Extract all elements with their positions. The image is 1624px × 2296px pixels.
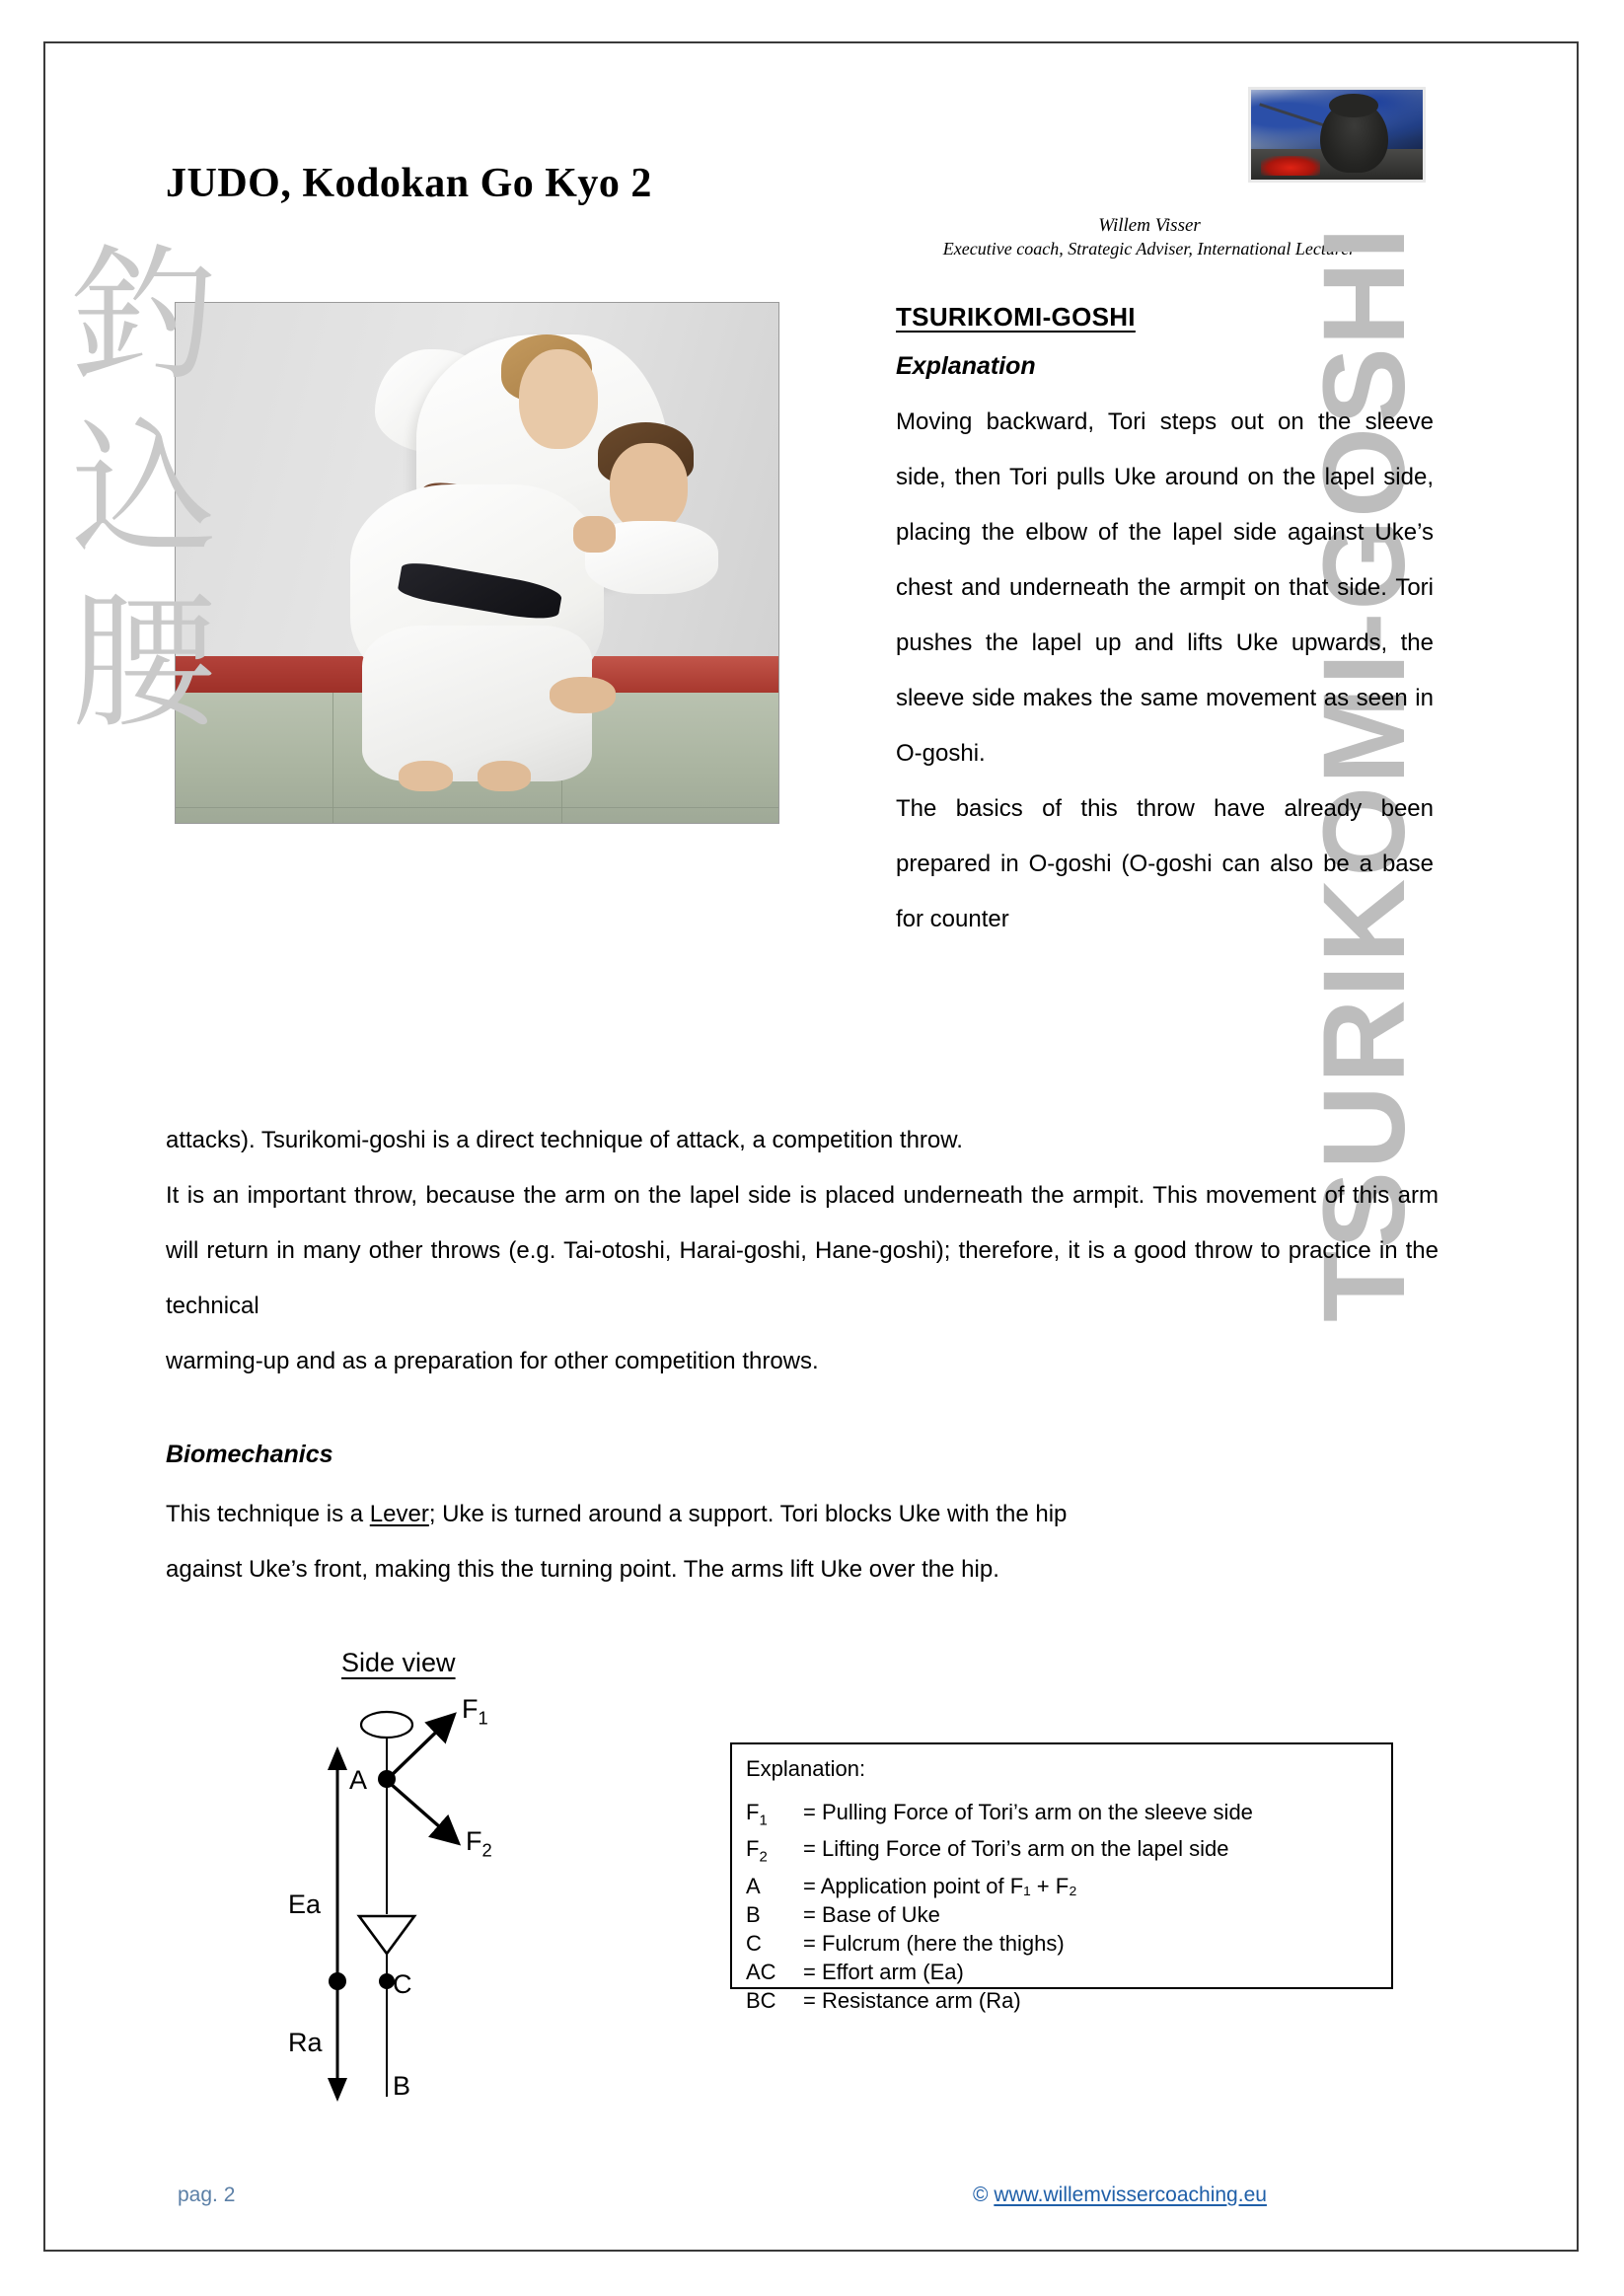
photo-uke-head xyxy=(519,349,597,448)
legend-row xyxy=(746,1834,1377,1871)
biomech-text-after: ; Uke is turned around a support. Tori blocks Uke with the hip xyxy=(428,1501,1068,1527)
photo-tori-head xyxy=(610,443,688,532)
legend-value: = Base of Uke xyxy=(803,1901,940,1927)
logo-red-accent xyxy=(1261,156,1319,176)
explanation-heading: Explanation xyxy=(896,352,1036,380)
legend-key: $F_2$ xyxy=(746,1836,768,1866)
legend-row xyxy=(746,1900,1377,1929)
author-name: Willem Visser xyxy=(1098,215,1201,236)
diagram-arrow-f1 xyxy=(391,1717,452,1776)
diagram-label-c: C xyxy=(393,1969,412,1999)
legend-row xyxy=(746,1798,1377,1834)
biomechanics-heading: Biomechanics xyxy=(166,1441,333,1468)
legend-row xyxy=(746,1872,1377,1900)
legend-value: = Effort arm (Ea) xyxy=(803,1959,964,1984)
explanation-paragraph-3: It is an important throw, because the arm on the lapel side is placed underneath the armpit. This movement of this arm will return in many other throws (e.g. Tai-otoshi, Harai-goshi, Hane-goshi); therefore, it is a good throw to practice in the technical xyxy=(166,1182,1439,1319)
legend-key: C xyxy=(746,1930,762,1956)
diagram-label-f1: $F_1$ xyxy=(462,1694,488,1729)
legend-value: = Fulcrum (here the thighs) xyxy=(803,1930,1065,1956)
lever-underlined-word: Lever xyxy=(369,1501,429,1527)
diagram-uke-head xyxy=(361,1712,412,1738)
photo-tori-hand xyxy=(573,516,616,553)
legend-row xyxy=(746,1986,1377,2015)
owl-logo-icon xyxy=(1248,87,1426,183)
explanation-paragraph-2-continuation: attacks). Tsurikomi-goshi is a direct technique of attack, a competition throw. xyxy=(166,1127,963,1153)
legend-value: = Resistance arm (Ra) xyxy=(803,1987,1021,2013)
biomechanics-paragraph-line2: against Uke’s front, making this the turning point. The arms lift Uke over the hip. xyxy=(166,1556,999,1583)
diagram-label-f2: $F_2$ xyxy=(466,1826,492,1861)
legend-value: = Application point of F₁ + F₂ xyxy=(803,1873,1077,1898)
logo-owl-shape xyxy=(1320,101,1389,173)
diagram-label-a: A xyxy=(349,1765,368,1795)
biomech-text-before: This technique is a xyxy=(166,1501,370,1527)
wide-body-text xyxy=(166,1113,1439,1389)
diagram-label-ra: Ra xyxy=(288,2028,323,2057)
diagram-label-ea: Ea xyxy=(288,1889,322,1919)
biomechanics-section xyxy=(166,1441,1439,1597)
legend-value: = Pulling Force of Tori’s arm on the sleeve side xyxy=(803,1800,1253,1824)
biomechanics-paragraph-line1 xyxy=(166,1487,1439,1542)
legend-key: $F_1$ xyxy=(746,1800,768,1829)
page-number: pag. 2 xyxy=(178,2184,236,2206)
legend-key: A xyxy=(746,1873,761,1898)
explanation-paragraph-1: Moving backward, Tori steps out on the sleeve side, then Tori pulls Uke around on the lapel side, placing the elbow of the lapel side against Uke’s chest and underneath the armpit on that side. Tori pushes the lapel up and lifts Uke upwards, the sleeve side makes the same movement as seen in O-goshi. xyxy=(896,408,1434,767)
diagram-arrow-f2 xyxy=(391,1784,456,1841)
legend-row xyxy=(746,1958,1377,1986)
kanji-char-komi: 込 xyxy=(71,405,217,574)
legend-box xyxy=(730,1742,1393,2013)
legend-key: BC xyxy=(746,1987,776,2013)
kanji-char-goshi: 腰 xyxy=(71,578,217,748)
side-view-diagram xyxy=(288,1648,651,2111)
explanation-paragraph-2-part: The basics of this throw have already been prepared in O-goshi (O-goshi can also be a base for counter xyxy=(896,795,1434,932)
legend-key: B xyxy=(746,1901,761,1927)
legend-title: Explanation: xyxy=(746,1756,866,1781)
photo-tori-knee xyxy=(550,677,616,713)
photo-foot-left xyxy=(399,761,453,792)
technique-name-heading: TSURIKOMI-GOSHI xyxy=(896,302,1136,332)
copyright-symbol: © xyxy=(973,2184,989,2206)
legend-rows xyxy=(746,1798,1377,2015)
technique-photo xyxy=(175,302,779,824)
diagram-title: Side view xyxy=(341,1648,456,1677)
side-watermark-text: TSURIKOMI-GOSHI xyxy=(1299,225,1430,1322)
author-role: Executive coach, Strategic Adviser, International Lecturer xyxy=(942,239,1357,259)
photo-foot-right xyxy=(478,761,532,792)
legend-row xyxy=(746,1929,1377,1958)
explanation-paragraph-3-last: warming-up and as a preparation for other competition throws. xyxy=(166,1348,819,1374)
legend-value: = Lifting Force of Tori’s arm on the lapel side xyxy=(803,1836,1229,1862)
kanji-watermark xyxy=(55,229,233,750)
diagram-label-b: B xyxy=(393,2071,411,2101)
diagram-fulcrum-triangle xyxy=(359,1916,414,1954)
website-url[interactable]: www.willemvissercoaching.eu xyxy=(994,2184,1267,2206)
footer-copyright-link[interactable] xyxy=(973,2184,1267,2207)
right-text-column xyxy=(896,302,1434,947)
diagram-axis-midpoint xyxy=(329,1972,346,1990)
diagram-arrow-up-head xyxy=(328,1746,347,1770)
diagram-arrow-down-head xyxy=(328,2078,347,2102)
legend-key: AC xyxy=(746,1959,776,1984)
kanji-char-tsuri: 釣 xyxy=(71,231,217,401)
page-title: JUDO, Kodokan Go Kyo 2 xyxy=(166,161,652,206)
